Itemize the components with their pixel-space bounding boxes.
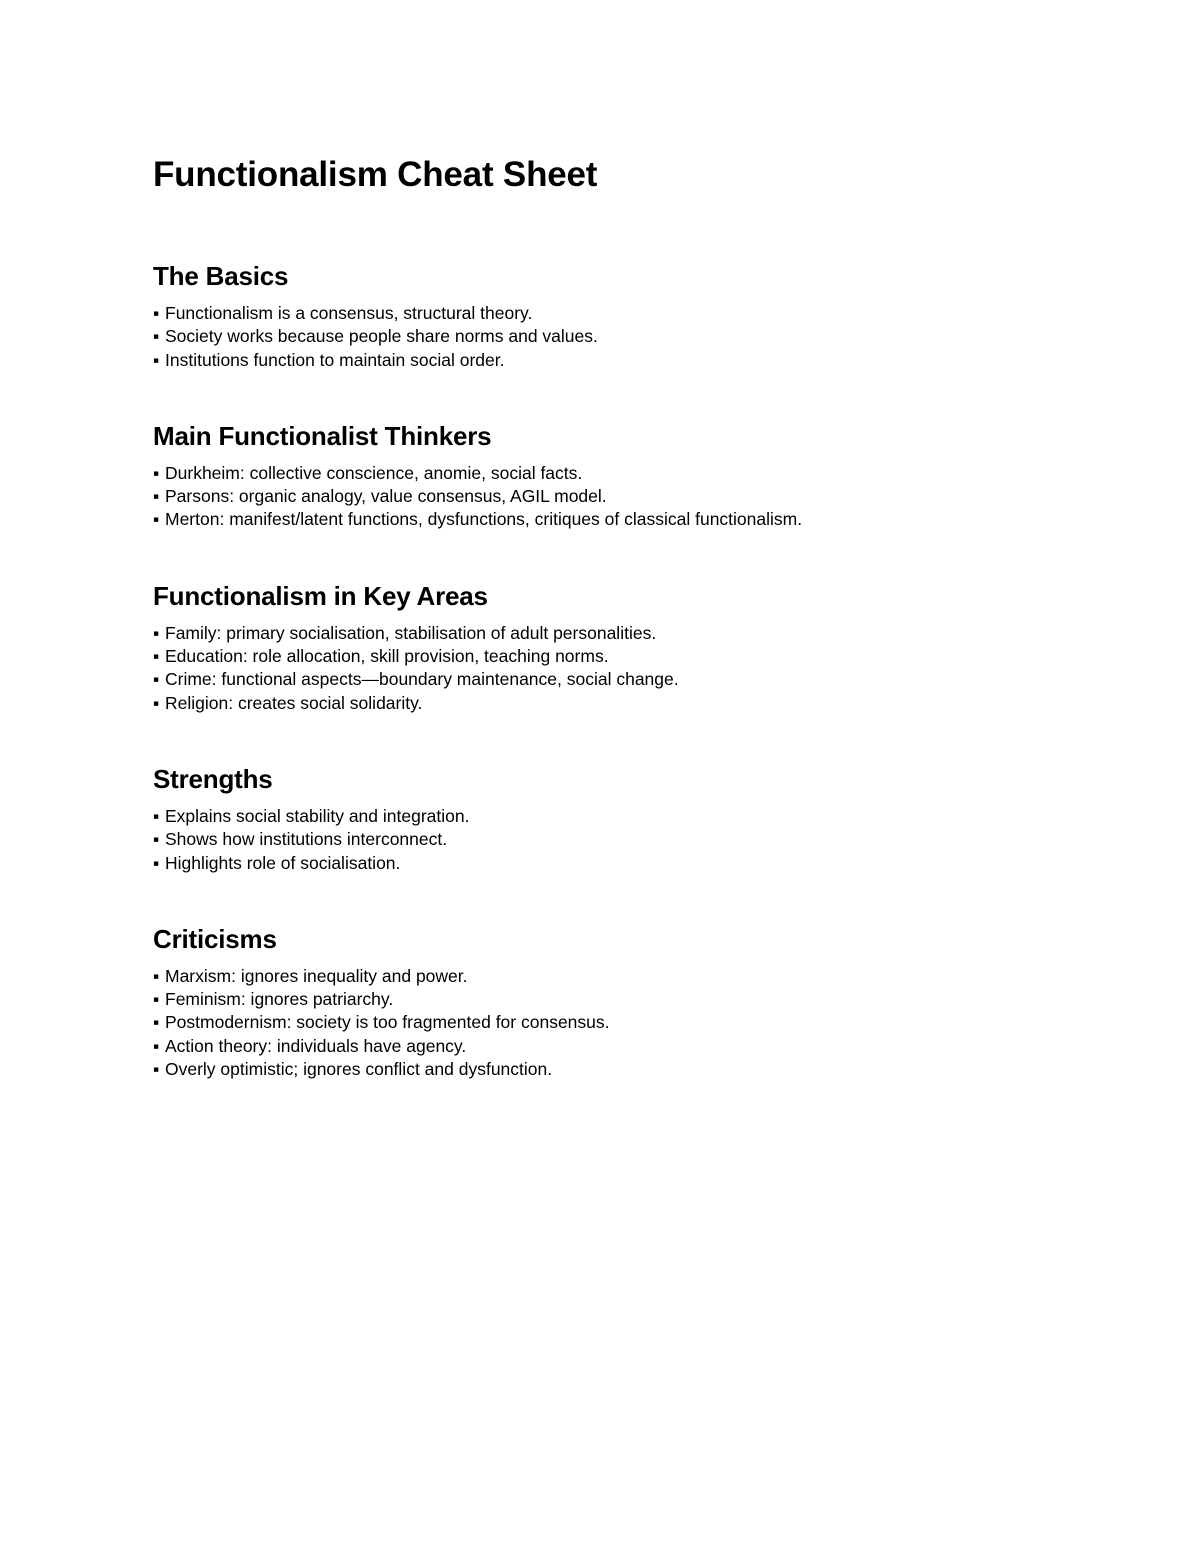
list-item xyxy=(153,302,1113,325)
bullet-icon: ▪ xyxy=(153,349,160,370)
bullet-icon: ▪ xyxy=(153,646,160,667)
list-item-text: Crime: functional aspects—boundary maintenance, social change. xyxy=(165,669,679,690)
list-item-text: Explains social stability and integration. xyxy=(165,805,470,826)
list-item xyxy=(153,965,1113,988)
section-criticisms xyxy=(153,923,1113,1081)
bullet-icon: ▪ xyxy=(153,989,160,1010)
bullet-list xyxy=(153,965,1113,1081)
document-title: Functionalism Cheat Sheet xyxy=(153,155,598,194)
list-item-text: Religion: creates social solidarity. xyxy=(165,692,423,713)
bullet-icon: ▪ xyxy=(153,805,160,826)
section-the-basics xyxy=(153,260,1113,372)
bullet-icon: ▪ xyxy=(153,509,160,530)
bullet-list xyxy=(153,805,1113,875)
list-item-text: Overly optimistic; ignores conflict and dysfunction. xyxy=(165,1059,553,1080)
list-item xyxy=(153,692,1113,715)
section-main-functionalist-thinkers xyxy=(153,420,1113,532)
section-functionalism-in-key-areas xyxy=(153,580,1113,715)
list-item-text: Marxism: ignores inequality and power. xyxy=(165,965,468,986)
list-item xyxy=(153,622,1113,645)
list-item-text: Institutions function to maintain social order. xyxy=(165,349,505,370)
list-item xyxy=(153,1011,1113,1034)
list-item-text: Family: primary socialisation, stabilisation of adult personalities. xyxy=(165,622,657,643)
list-item xyxy=(153,805,1113,828)
bullet-icon: ▪ xyxy=(153,1059,160,1080)
list-item-text: Highlights role of socialisation. xyxy=(165,852,401,873)
list-item xyxy=(153,988,1113,1011)
bullet-list xyxy=(153,302,1113,372)
list-item-text: Durkheim: collective conscience, anomie, social facts. xyxy=(165,462,583,483)
bullet-icon: ▪ xyxy=(153,326,160,347)
section-heading: Functionalism in Key Areas xyxy=(153,580,488,611)
list-item xyxy=(153,668,1113,691)
list-item xyxy=(153,1035,1113,1058)
bullet-icon: ▪ xyxy=(153,692,160,713)
list-item-text: Society works because people share norms and values. xyxy=(165,326,598,347)
list-item-text: Parsons: organic analogy, value consensus, AGIL model. xyxy=(165,486,607,507)
list-item xyxy=(153,852,1113,875)
document-page xyxy=(153,152,1113,1081)
bullet-icon: ▪ xyxy=(153,852,160,873)
bullet-icon: ▪ xyxy=(153,1012,160,1033)
bullet-icon: ▪ xyxy=(153,462,160,483)
bullet-list xyxy=(153,462,1113,532)
bullet-icon: ▪ xyxy=(153,303,160,323)
list-item xyxy=(153,325,1113,348)
list-item xyxy=(153,828,1113,851)
section-heading: Criticisms xyxy=(153,923,277,954)
list-item xyxy=(153,485,1113,508)
section-heading: Strengths xyxy=(153,763,273,794)
list-item xyxy=(153,462,1113,485)
bullet-icon: ▪ xyxy=(153,965,160,986)
list-item-text: Feminism: ignores patriarchy. xyxy=(165,989,394,1010)
list-item-text: Education: role allocation, skill provision, teaching norms. xyxy=(165,646,609,667)
list-item xyxy=(153,349,1113,372)
section-heading: The Basics xyxy=(153,261,289,291)
list-item-text: Action theory: individuals have agency. xyxy=(165,1035,467,1056)
bullet-icon: ▪ xyxy=(153,486,160,507)
list-item xyxy=(153,645,1113,668)
list-item-text: Functionalism is a consensus, structural theory. xyxy=(165,303,533,323)
bullet-icon: ▪ xyxy=(153,829,160,850)
section-heading: Main Functionalist Thinkers xyxy=(153,420,492,451)
list-item-text: Shows how institutions interconnect. xyxy=(165,829,448,850)
list-item xyxy=(153,508,1113,531)
section-strengths xyxy=(153,763,1113,875)
bullet-list xyxy=(153,622,1113,715)
bullet-icon: ▪ xyxy=(153,1035,160,1056)
bullet-icon: ▪ xyxy=(153,622,160,643)
list-item-text: Postmodernism: society is too fragmented for consensus. xyxy=(165,1012,610,1033)
bullet-icon: ▪ xyxy=(153,669,160,690)
list-item xyxy=(153,1058,1113,1081)
list-item-text: Merton: manifest/latent functions, dysfunctions, critiques of classical functionalism. xyxy=(165,509,803,530)
